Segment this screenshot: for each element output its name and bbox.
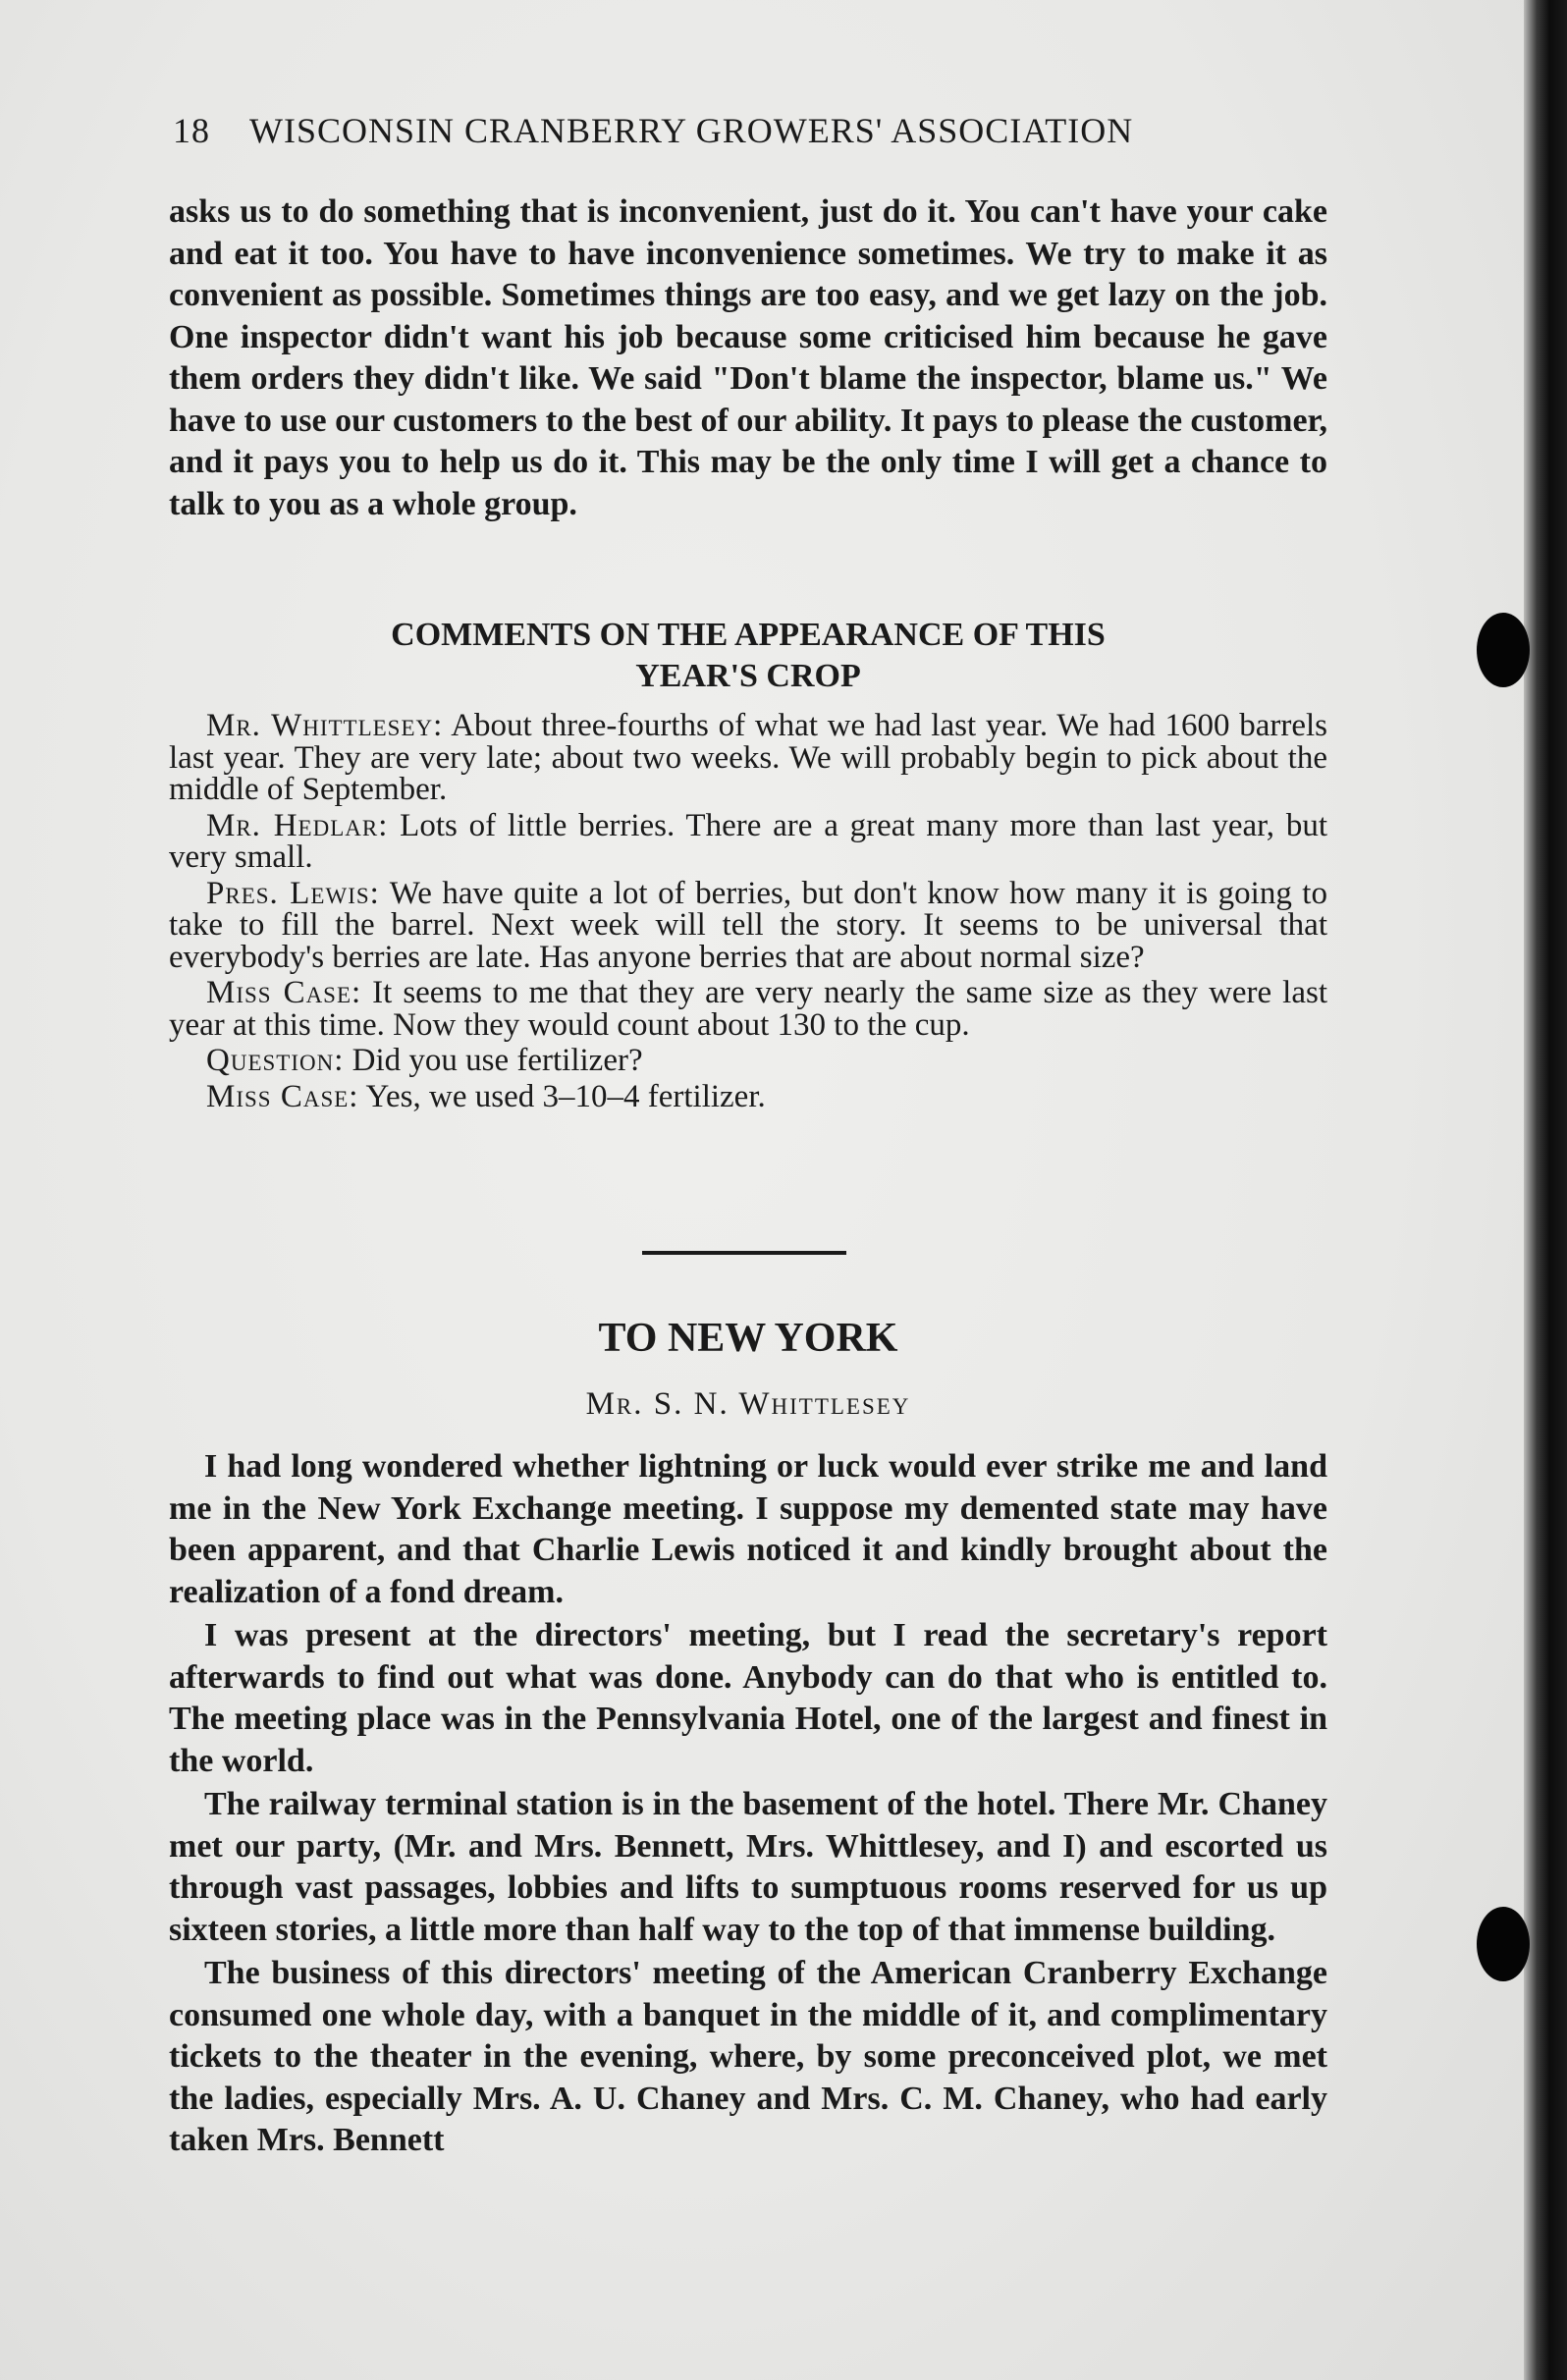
speaker-name: Miss Case: (206, 975, 362, 1010)
binding-edge (1524, 0, 1567, 2380)
speaker-name: Miss Case: (206, 1078, 359, 1114)
article-paragraph: The business of this directors' meeting of the American Cranberry Exchange consumed one whole day, with a banquet in the middle of it, and complimentary tickets to the theater in the evening, where, by some preconceived plot, we met the ladies, especially Mrs. A. U. Chaney and Mrs. C. M. Chaney, who had early taken Mrs. Bennett (169, 1955, 1327, 2158)
comment-text: Yes, we used 3–10–4 fertilizer. (358, 1078, 766, 1114)
comment-text: It seems to me that they are very nearly the same size as they were last year at this time. Now they would count about 130 to the cup. (169, 975, 1327, 1043)
comment-text: Did you use fertilizer? (344, 1043, 643, 1078)
article-paragraph: The railway terminal station is in the basement of the hotel. There Mr. Chaney met our party, (Mr. and Mrs. Bennett, Mrs. Whittlesey, and I) and escorted us through vast passages, lobbies and lifts to sumptuous rooms reserved for us up sixteen stories, a little more than half way to the top of that immense building. (169, 1786, 1327, 1948)
comment-text: We have quite a lot of berries, but don't know how many it is going to take to fill the barrel. Next week will tell the story. It seems to be universal that everybody's berries are late. Has anyone berries that are about normal size? (169, 875, 1327, 975)
speaker-name: Pres. Lewis: (206, 875, 380, 911)
article-paragraph: I had long wondered whether lightning or luck would ever strike me and land me in the New York Exchange meeting. I suppose my demented state may have been apparent, and that Charlie Lewis noticed it and kindly brought about the realization of a fond dream. (169, 1448, 1327, 1610)
intro-paragraph: asks us to do something that is inconvenient, just do it. You can't have your cake and eat it too. You have to have inconvenience sometimes. We try to make it as convenient as possible. Sometimes things are too easy, and we get lazy on the job. One inspector didn't want his job because some criticised him because he gave them orders they didn't like. We said "Don't blame the inspector, blame us." We have to use our customers to the best of our ability. It pays to please the customer, and it pays you to help us do it. This may be the only time I will get a chance to talk to you as a whole group. (169, 193, 1327, 522)
intro-text (169, 191, 1327, 525)
comment-text: Lots of little berries. There are a great many more than last year, but very small. (169, 807, 1327, 875)
page-number: 18 (173, 111, 210, 150)
punch-hole-icon (1477, 613, 1530, 687)
running-header (173, 110, 1331, 151)
section-divider (642, 1251, 846, 1255)
heading-line-1: COMMENTS ON THE APPEARANCE OF THIS (391, 617, 1106, 653)
article-author: Mr. S. N. Whittlesey (585, 1386, 911, 1422)
comment-text: About three-fourths of what we had last year. We had 1600 barrels last year. They are very late; about two weeks. We will probably begin to pick about the middle of September. (169, 708, 1327, 807)
comment-entry (169, 1078, 1327, 1114)
speaker-name: Mr. Whittlesey: (206, 708, 444, 743)
comment-entry (169, 710, 1327, 806)
article-paragraph: I was present at the directors' meeting, but I read the secretary's report afterwards to find out what was done. Anybody can do that who is entitled to. The meeting place was in the Pennsylvania Hotel, one of the largest and finest in the world. (169, 1617, 1327, 1779)
article-body (169, 1446, 1327, 2164)
article-title: TO NEW YORK (598, 1316, 898, 1361)
comment-entry (169, 977, 1327, 1041)
comment-entry (169, 875, 1327, 975)
running-title: WISCONSIN CRANBERRY GROWERS' ASSOCIATION (249, 111, 1134, 150)
comment-entry (169, 807, 1327, 875)
speaker-name: Mr. Hedlar: (206, 807, 389, 843)
comment-entry (169, 1045, 1327, 1077)
speaker-name: Question: (206, 1043, 345, 1078)
section-heading-comments (169, 615, 1327, 697)
comments-discussion (169, 710, 1327, 1116)
punch-hole-icon (1477, 1907, 1530, 1981)
heading-line-2: YEAR'S CROP (635, 658, 861, 694)
